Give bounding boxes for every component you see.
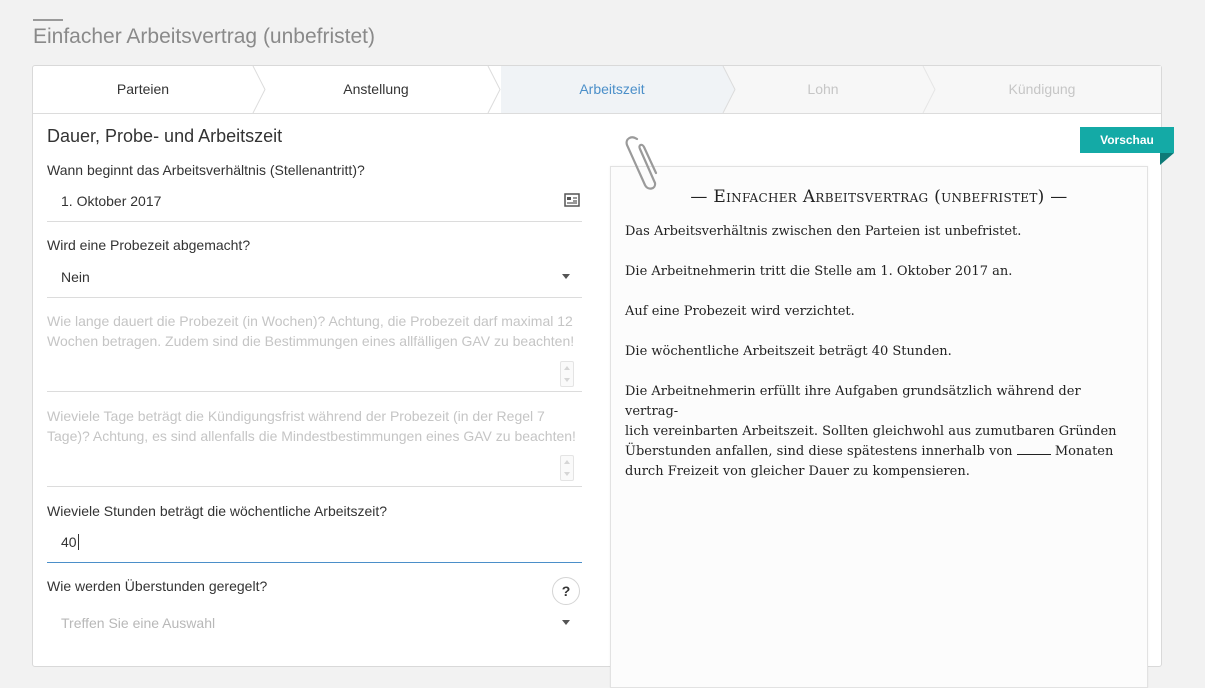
probation-weeks-label: Wie lange dauert die Probezeit (in Wochen)? Achtung, die Probezeit darf maximal 12 Wochen betragen. Zudem sind die Bestimmungen eines allfälligen GAV zu beachten! [47,313,575,349]
tab-lohn[interactable]: Lohn [723,66,923,113]
overtime-select[interactable] [47,603,582,643]
wizard-card [32,65,1162,667]
page-title: Einfacher Arbeitsvertrag (unbefristet) [33,25,375,48]
chevron-down-icon [562,620,570,625]
calendar-icon[interactable] [564,193,580,207]
tab-separator [487,66,501,113]
weekly-hours-label: Wieviele Stunden beträgt die wöchentliche Arbeitszeit? [47,503,388,519]
probation-weeks-input[interactable] [47,351,582,392]
probation-notice-label: Wieviele Tage beträgt die Kündigungsfrist während der Probezeit (in der Regel 7 Tage)? Achtung, es sind allenfalls die Mindestbestimmungen eines GAV zu beachten! [47,408,576,444]
start-date-value: 1. Oktober 2017 [61,193,162,209]
preview-paragraph: Die wöchentliche Arbeitszeit beträgt 40 Stunden. [625,344,952,359]
tab-separator [722,66,736,113]
number-spinner[interactable] [560,361,574,387]
blank-line [1017,442,1051,455]
tab-kuendigung[interactable]: Kündigung [923,66,1161,113]
start-date-label: Wann beginnt das Arbeitsverhältnis (Stellenantritt)? [47,162,365,178]
tab-arbeitszeit[interactable]: Arbeitszeit [501,66,723,113]
preview-overtime-paragraph [625,382,1125,482]
probation-notice-input[interactable] [47,446,582,487]
preview-paragraph: Auf eine Probezeit wird verzichtet. [625,304,855,319]
tab-anstellung[interactable]: Anstellung [343,81,409,97]
weekly-hours-input[interactable] [47,522,582,563]
weekly-hours-value: 40 [61,534,77,550]
probation-label: Wird eine Probezeit abgemacht? [47,237,251,253]
tab-separator [252,66,266,113]
help-button[interactable]: ? [552,577,580,605]
contract-preview [610,166,1148,688]
preview-paragraph: Das Arbeitsverhältnis zwischen den Parteien ist unbefristet. [625,224,1022,239]
probation-value: Nein [61,269,90,285]
weekly-hours-value-wrap [61,534,79,550]
preview-ribbon[interactable]: Vorschau [1080,127,1174,153]
probation-select[interactable] [47,257,582,298]
number-spinner[interactable] [560,455,574,481]
ribbon-fold [1160,153,1174,165]
step-tabs [33,66,1161,114]
tab-separator [922,66,936,113]
preview-line: lich vereinbarten Arbeitszeit. Sollten gleichwohl aus zumutbaren Gründen [625,424,1117,439]
preview-line: durch Freizeit von gleicher Dauer zu kompensieren. [625,464,970,479]
chevron-down-icon [562,274,570,279]
preview-line: Die Arbeitnehmerin erfüllt ihre Aufgaben grundsätzlich während der vertrag- [625,384,1081,419]
preview-line: Überstunden anfallen, sind diese spätestens innerhalb von [625,444,1013,459]
preview-paragraph: Die Arbeitnehmerin tritt die Stelle am 1. Oktober 2017 an. [625,264,1013,279]
preview-title: — Einfacher Arbeitsvertrag (unbefristet) — [690,187,1068,207]
preview-line: Monaten [1054,444,1114,459]
paperclip-icon [623,133,667,191]
tab-parteien[interactable]: Parteien [116,81,170,97]
title-rule [33,19,63,21]
text-cursor [78,534,79,550]
section-title: Dauer, Probe- und Arbeitszeit [47,126,283,146]
overtime-placeholder: Treffen Sie eine Auswahl [61,615,216,631]
start-date-field[interactable] [47,181,582,222]
overtime-label: Wie werden Überstunden geregelt? [47,578,268,594]
